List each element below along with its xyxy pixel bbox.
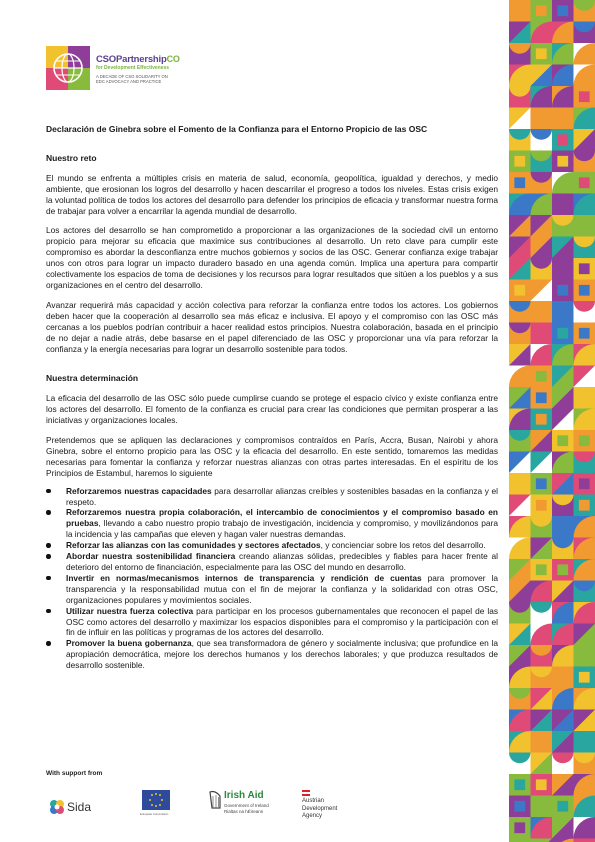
austrian-line-1: Austrian — [302, 798, 325, 804]
logo-brand — [96, 54, 180, 65]
paragraph-4: La eficacia del desarrollo de las OSC sólo puede cumplirse cuando se protege el espacio cívico y existe confianza entre los actores del desarrollo. El fomento de la confianza es crucial para crear las condiciones que permitan prosperar a las iniciativas y organizaciones locales. — [46, 393, 498, 426]
pattern-tile — [509, 839, 531, 842]
paragraph-1: El mundo se enfrenta a múltiples crisis en materia de salud, economía, geopolítica, igualdad y derechos, y medio ambiente, que erosionan los logros del desarrollo y hacen descarrilar el progreso a todos los niveles. Estas crisis exigen la voluntad política de todos los actores del desarrollo para defender los principios de eficacia y transformar nuestra forma de trabajar para volver a encarrilar la agenda mundial de desarrollo. — [46, 172, 498, 216]
list-item — [46, 606, 498, 639]
pattern-shape — [536, 779, 547, 790]
bullet-icon — [46, 576, 51, 581]
irish-aid-sub1: Government of Ireland — [224, 803, 269, 808]
pattern-shape — [557, 564, 568, 575]
section-heading-challenge: Nuestro reto — [46, 152, 97, 163]
pattern-shape — [536, 48, 547, 59]
list-item-text: , que sea transformadora de género y socialmente inclusiva; que profundice en la apropiación democrática, mejore los derechos humanos y los derechos laborales; y que produzca resultados de desarrollo sostenible. — [66, 638, 498, 671]
cso-partnership-logo — [46, 46, 216, 102]
austrian-line-2: Development — [302, 805, 338, 812]
pattern-shape — [536, 500, 547, 511]
list-item — [46, 507, 498, 540]
support-label: With support from — [46, 770, 103, 777]
list-item-lead: Reforzaremos nuestras capacidades — [66, 485, 212, 496]
pattern-shape — [514, 822, 525, 833]
pattern-tile — [574, 839, 595, 842]
pattern-shape — [536, 564, 547, 575]
austrian-development-agency-logo — [302, 788, 372, 826]
pattern-shape — [579, 91, 590, 102]
pattern-shape — [579, 285, 590, 296]
list-item-lead: Utilizar nuestra fuerza colectiva — [66, 605, 194, 616]
logo-tagline: A DECADE OF CSO SOLIDARITY ON EDC ADVOCACY AND PRACTICE — [96, 74, 168, 85]
logo-subtitle: for Development Effectiveness — [96, 65, 170, 71]
pattern-graphic — [509, 0, 595, 842]
section-heading-determination: Nuestra determinación — [46, 373, 139, 384]
list-item — [46, 551, 498, 573]
paragraph-2: Los actores del desarrollo se han comprometido a proporcionar a las organizaciones de la sociedad civil un entorno propicio para mejorar su eficacia que maximice sus contribuciones al desarrollo. Un reto clave para cumplir este compromiso es abordar la desconfianza entre muchos gobiernos y socios de las OSC. Generar confianza exige trabajar unos con otros para lograr un impacto duradero basado en una agenda común. Implica una apertura para compartir colectivamente los espacios de toma de decisiones y los recursos para lograr resultados que sitúen a los pueblos y a sus organizaciones en el centro del desarrollo. — [46, 225, 498, 290]
pattern-shape — [579, 478, 590, 489]
sponsor-logos — [46, 786, 376, 826]
bullet-icon — [46, 609, 51, 614]
document-body — [46, 124, 498, 671]
list-item-text: , y concienciar sobre los retos del desarrollo. — [320, 540, 486, 551]
decorative-pattern-strip — [509, 0, 595, 842]
pattern-shape — [579, 328, 590, 339]
pattern-shape — [557, 306, 568, 317]
bullet-icon — [46, 489, 51, 494]
pattern-shape — [579, 435, 590, 446]
pattern-shape — [514, 156, 525, 167]
austrian-text — [302, 798, 337, 821]
pattern-shape — [557, 328, 568, 339]
sida-logo — [48, 798, 98, 818]
pattern-shape — [557, 801, 568, 812]
pattern-shape — [579, 392, 590, 403]
pattern-shape — [579, 263, 590, 274]
list-item-text: para promover la transparencia y la responsabilidad mutua con el fin de mejorar la confianza y la solidaridad con otras OSC, organizaciones populares y movimientos sociales. — [66, 572, 498, 605]
pattern-shape — [536, 306, 547, 317]
pattern-shape — [514, 779, 525, 790]
list-item-text: para desarrollar alianzas creíbles y sostenibles basadas en la confianza y el respeto. — [66, 485, 498, 507]
commitments-list — [46, 486, 498, 671]
european-commission-logo — [136, 790, 176, 824]
pattern-shape — [514, 801, 525, 812]
pattern-shape — [557, 156, 568, 167]
pattern-shape — [579, 177, 590, 188]
sida-flower-icon — [48, 798, 66, 816]
logo-globe-icon — [46, 46, 90, 90]
list-item-lead: Promover la buena gobernanza — [66, 638, 192, 649]
list-item-text: para participar en los procesos gubernamentales que reconocen el papel de las OSC como actores del desarrollo y maximizar los espacios disponibles para el compromiso y la participación con el fin de influir en las políticas y programas de los actores del desarrollo. — [66, 605, 499, 638]
paragraph-5: Pretendemos que se apliquen las declaraciones y compromisos contraídos en París, Accra, Busan, Nairobi y ahora Ginebra, sobre el entorno propicio para las OSC y la eficacia del desarrollo. En este sentido, tomaremos las medidas necesarias para fomentar la confianza y reforzar nuestras alianzas con otras partes interesadas. En el espíritu de los Principios de Estambul, haremos lo siguiente — [46, 435, 498, 478]
harp-icon — [208, 790, 222, 810]
document-title: Declaración de Ginebra sobre el Fomento de la Confianza para el Entorno Propicio de las OSC — [46, 124, 428, 134]
list-item-text: , llevando a cabo nuestro propio trabajo de investigación, incidencia y compromiso, y movilizándonos para la incidencia y las campañas que eleven y hagan valer nuestras demandas. — [66, 518, 498, 540]
irish-aid-text: Irish Aid — [224, 790, 264, 801]
paragraph-3: Avanzar requerirá más capacidad y acción colectiva para reforzar la confianza entre todos los actores. Los gobiernos deben hacer que la cooperación al desarrollo sea más eficaz e inclusiva. El apoyo y el compromiso con las OSC más cercanas a los pueblos podrían contribuir a hacer realidad estos principios. Nuestra colaboración, basada en el principio de no dejar a nadie atrás, debe basarse en el papel diferenciado de las OSC y proporcionar una vía para reforzar la confianza y la energía necesarias para lograr un desarrollo sostenible para todos. — [46, 299, 498, 354]
pattern-shape — [531, 839, 553, 842]
bullet-icon — [46, 510, 51, 515]
list-item — [46, 638, 498, 671]
list-item — [46, 486, 498, 508]
austrian-line-3: Agency — [302, 813, 323, 819]
irish-aid-sub2: Rialtas na hÉireann — [224, 809, 264, 814]
pattern-shape — [557, 134, 568, 145]
bullet-icon — [46, 543, 51, 548]
pattern-shape — [514, 177, 525, 188]
list-item-lead: Reforzar las alianzas con las comunidades y sectores afectados — [66, 540, 321, 551]
pattern-shape — [536, 5, 547, 16]
pattern-shape — [557, 5, 568, 16]
austria-flag-icon — [302, 790, 310, 796]
pattern-shape — [514, 285, 525, 296]
list-item-text: creando alianzas sólidas, predecibles y fiables para hacer frente al deterioro del entorno de financiación, especialmente para las OSC del mundo en desarrollo. — [66, 551, 498, 572]
list-item-lead: Reforzaremos nuestra propia colaboración, el intercambio de conocimientos y el compromiso basado en pruebas — [66, 507, 498, 529]
logo-brand-suffix: CO — [166, 54, 180, 64]
list-item-lead: Invertir en normas/mecanismos internos de transparencia y rendición de cuentas — [66, 572, 422, 583]
eu-flag-icon — [142, 790, 170, 810]
irish-aid-logo — [208, 786, 288, 826]
pattern-shape — [536, 392, 547, 403]
bullet-icon — [46, 554, 51, 559]
pattern-shape — [557, 199, 568, 210]
sida-text: Sida — [67, 800, 92, 814]
pattern-shape — [579, 500, 590, 511]
pattern-shape — [557, 285, 568, 296]
list-item — [46, 573, 498, 606]
pattern-shape — [536, 371, 547, 382]
eu-caption: European Commission — [140, 812, 169, 816]
list-item-lead: Abordar nuestra sostenibilidad financiera — [66, 551, 236, 562]
pattern-shape — [557, 435, 568, 446]
logo-brand-text: CSOPartnership — [96, 54, 167, 65]
pattern-shape — [536, 736, 547, 747]
pattern-shape — [536, 414, 547, 425]
pattern-shape — [536, 478, 547, 489]
pattern-shape — [579, 672, 590, 683]
bullet-icon — [46, 641, 51, 646]
list-item — [46, 540, 498, 551]
